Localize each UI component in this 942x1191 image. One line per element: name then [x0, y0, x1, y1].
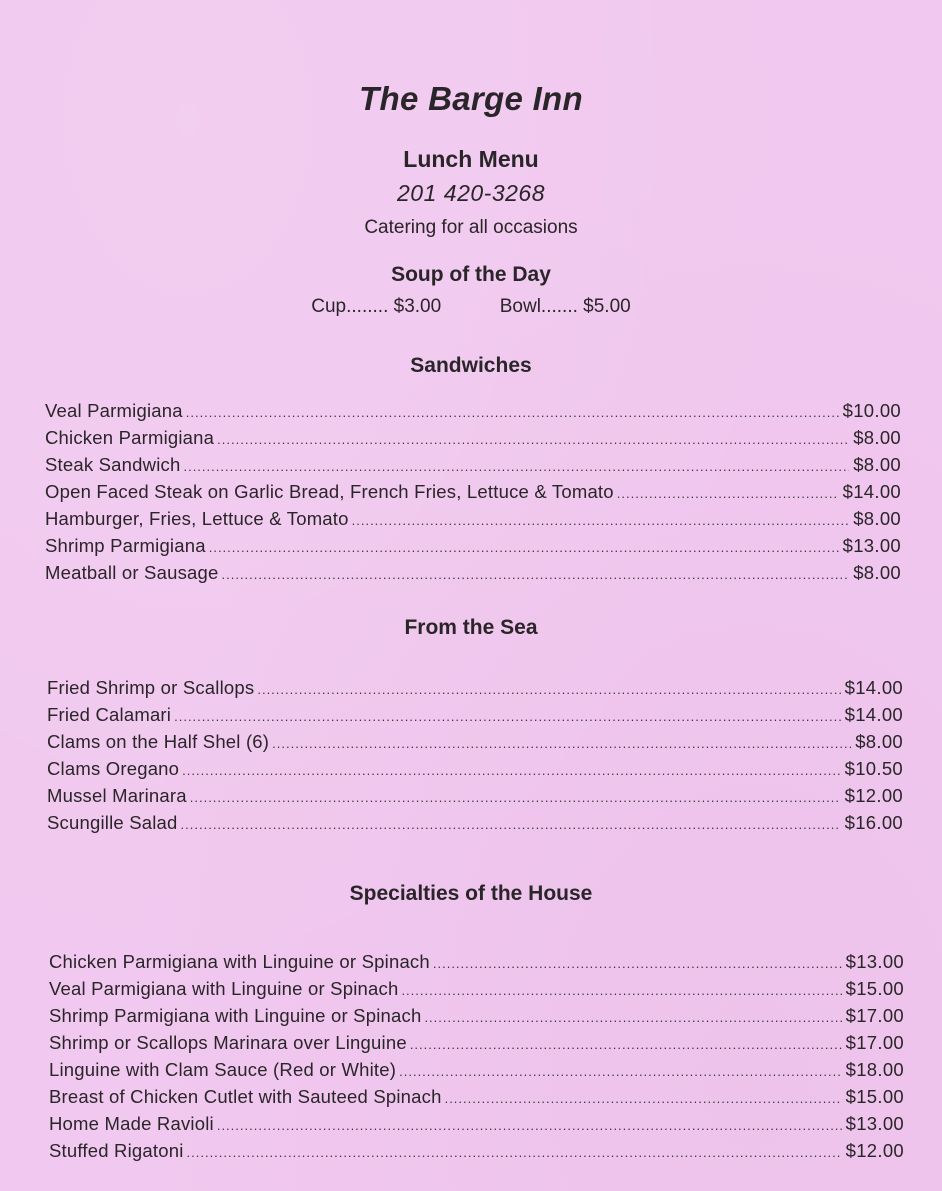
- item-name: Fried Calamari: [47, 704, 172, 725]
- menu-item: [47, 810, 903, 836]
- menu-item: [49, 1111, 904, 1137]
- dot-leader: [445, 1086, 842, 1112]
- menu-item: [45, 533, 901, 559]
- item-name: Stuffed Rigatoni: [49, 1140, 184, 1161]
- dot-leader: [217, 1113, 842, 1139]
- item-name: Veal Parmigiana: [45, 400, 183, 421]
- item-name: Fried Shrimp or Scallops: [47, 677, 255, 698]
- menu-item: [49, 1030, 904, 1056]
- item-price: $8.00: [853, 454, 901, 475]
- item-name: Mussel Marinara: [47, 785, 187, 806]
- menu-item: [49, 976, 904, 1002]
- item-name: Steak Sandwich: [45, 454, 181, 475]
- menu-item: [45, 398, 901, 424]
- item-name: Hamburger, Fries, Lettuce & Tomato: [45, 508, 349, 529]
- item-name: Clams on the Half Shel (6): [47, 731, 270, 752]
- menu-item: [47, 675, 903, 701]
- dot-leader: [410, 1032, 842, 1058]
- menu-item: [45, 506, 901, 532]
- dot-leader: [174, 704, 841, 730]
- item-price: $17.00: [845, 1005, 904, 1026]
- menu-item: [45, 425, 901, 451]
- item-price: $13.00: [845, 951, 904, 972]
- item-price: $16.00: [844, 812, 903, 833]
- menu-item: [49, 1084, 904, 1110]
- soup-bowl-label: Bowl.......: [499, 296, 578, 317]
- catering-tagline: Catering for all occasions: [364, 217, 578, 238]
- menu-item: [47, 756, 903, 782]
- item-price: $12.00: [844, 785, 903, 806]
- soup-prices: [0, 296, 942, 318]
- item-price: $14.00: [842, 481, 901, 502]
- item-name: Shrimp or Scallops Marinara over Linguine: [49, 1032, 407, 1053]
- dot-leader: [352, 508, 850, 534]
- menu-item: [45, 560, 901, 586]
- item-price: $17.00: [845, 1032, 904, 1053]
- item-name: Home Made Ravioli: [49, 1113, 214, 1134]
- menu-item: [45, 452, 901, 478]
- dot-leader: [186, 400, 839, 426]
- item-name: Scungille Salad: [47, 812, 178, 833]
- item-name: Breast of Chicken Cutlet with Sauteed Spinach: [49, 1086, 442, 1107]
- item-price: $8.00: [853, 508, 901, 529]
- item-price: $8.00: [853, 427, 901, 448]
- item-price: $15.00: [845, 1086, 904, 1107]
- dot-leader: [424, 1005, 841, 1031]
- item-name: Open Faced Steak on Garlic Bread, French Fries, Lettuce & Tomato: [45, 481, 614, 502]
- soup-bowl-price: $5.00: [583, 296, 631, 317]
- dot-leader: [401, 978, 841, 1004]
- item-name: Chicken Parmigiana with Linguine or Spinach: [49, 951, 430, 972]
- item-price: $12.00: [845, 1140, 904, 1161]
- dot-leader: [433, 951, 842, 977]
- dot-leader: [272, 731, 851, 757]
- dot-leader: [399, 1059, 841, 1085]
- dot-leader: [209, 535, 839, 561]
- item-name: Veal Parmigiana with Linguine or Spinach: [49, 978, 399, 999]
- menu-title: Lunch Menu: [403, 146, 539, 172]
- item-name: Clams Oregano: [47, 758, 180, 779]
- dot-leader: [222, 562, 850, 588]
- soup-heading: Soup of the Day: [391, 263, 551, 286]
- menu-item: [47, 729, 903, 755]
- sea-heading: From the Sea: [404, 616, 538, 639]
- menu-item: [49, 1057, 904, 1083]
- item-name: Shrimp Parmigiana: [45, 535, 206, 556]
- item-price: $15.00: [845, 978, 904, 999]
- menu-item: [49, 949, 904, 975]
- item-price: $10.00: [842, 400, 901, 421]
- restaurant-name: The Barge Inn: [359, 80, 583, 117]
- item-name: Shrimp Parmigiana with Linguine or Spinach: [49, 1005, 422, 1026]
- soup-cup-price: $3.00: [393, 296, 442, 317]
- item-price: $18.00: [845, 1059, 904, 1080]
- menu-item: [47, 783, 903, 809]
- dot-leader: [617, 481, 839, 507]
- item-name: Linguine with Clam Sauce (Red or White): [49, 1059, 397, 1080]
- specialties-heading: Specialties of the House: [349, 882, 593, 905]
- item-name: Chicken Parmigiana: [45, 427, 215, 448]
- item-price: $13.00: [845, 1113, 904, 1134]
- menu-item: [47, 702, 903, 728]
- item-price: $10.50: [844, 758, 903, 779]
- dot-leader: [182, 758, 840, 784]
- phone-number: 201 420-3268: [397, 180, 545, 206]
- menu-item: [45, 479, 901, 505]
- dot-leader: [181, 812, 841, 838]
- dot-leader: [187, 1140, 842, 1166]
- item-price: $8.00: [853, 562, 901, 583]
- dot-leader: [217, 427, 849, 453]
- dot-leader: [190, 785, 841, 811]
- sandwiches-heading: Sandwiches: [410, 354, 532, 377]
- item-price: $14.00: [844, 677, 903, 698]
- dot-leader: [257, 677, 840, 703]
- item-price: $8.00: [855, 731, 903, 752]
- soup-cup-label: Cup........: [311, 296, 389, 317]
- item-price: $13.00: [842, 535, 901, 556]
- menu-item: [49, 1003, 904, 1029]
- item-name: Meatball or Sausage: [45, 562, 219, 583]
- menu-item: [49, 1138, 904, 1164]
- item-price: $14.00: [844, 704, 903, 725]
- dot-leader: [183, 454, 849, 480]
